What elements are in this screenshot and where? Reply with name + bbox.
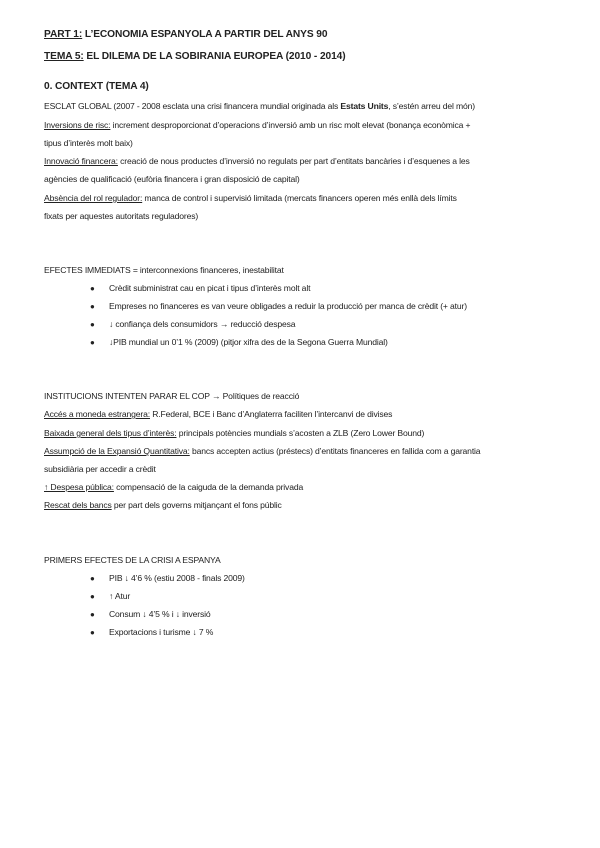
efectes-item: Crèdit subministrat cau en picat i tipus d’interès molt alt <box>109 283 311 293</box>
baixada-line <box>44 428 424 439</box>
context-heading: 0. CONTEXT (TEMA 4) <box>44 81 149 92</box>
bullet: ● <box>90 592 95 601</box>
absencia-line-2: fixats per aquestes autoritats reguladores) <box>44 211 199 221</box>
rescat-text: per part dels governs mitjançant el fons públic <box>111 500 282 510</box>
bullet: ● <box>90 610 95 619</box>
primers-item: Exportacions i turisme ↓ 7 % <box>109 627 214 637</box>
esclat-suffix: , s’estén arreu del món) <box>388 101 475 111</box>
bullet: ● <box>90 574 95 583</box>
acces-term: Accés a moneda estrangera: <box>44 409 150 419</box>
baixada-term: Baixada general dels tipus d’interès: <box>44 428 177 438</box>
efectes-heading: EFECTES IMMEDIATS = interconnexions financeres, inestabilitat <box>44 265 284 275</box>
efectes-item: ↓PIB mundial un 0’1 % (2009) (pitjor xifra des de la Segona Guerra Mundial) <box>109 337 388 347</box>
assumpcio-line-1 <box>44 446 480 457</box>
institucions-heading: INSTITUCIONS INTENTEN PARAR EL COP → Polítiques de reacció <box>44 391 300 401</box>
tema-title: EL DILEMA DE LA SOBIRANIA EUROPEA (2010 - 2014) <box>83 51 346 62</box>
inversions-line-2: tipus d’interès molt baix) <box>44 138 133 148</box>
absencia-text: manca de control i supervisió limitada (mercats financers operen més enllà dels límits <box>142 193 457 203</box>
bullet: ● <box>90 628 95 637</box>
bullet: ● <box>90 320 95 329</box>
tema-heading <box>44 51 346 62</box>
efectes-item: ↓ confiança dels consumidors → reducció despesa <box>109 319 296 329</box>
inversions-line-1 <box>44 120 470 131</box>
bullet: ● <box>90 302 95 311</box>
innovacio-line-2: agències de qualificació (eufòria financera i gran disposició de capital) <box>44 174 300 184</box>
rescat-term: Rescat dels bancs <box>44 500 112 510</box>
bullet: ● <box>90 284 95 293</box>
acces-text: R.Federal, BCE i Banc d’Anglaterra faciliten l’intercanvi de divises <box>149 409 393 419</box>
tema-label: TEMA 5: <box>44 51 84 62</box>
rescat-line <box>44 500 282 511</box>
primers-item: PIB ↓ 4’6 % (estiu 2008 - finals 2009) <box>109 573 245 583</box>
assumpcio-line-2: subsidiària per accedir a crèdit <box>44 464 156 474</box>
despesa-line <box>44 482 303 493</box>
innovacio-line-1 <box>44 156 470 167</box>
esclat-prefix: ESCLAT GLOBAL (2007 - 2008 esclata una crisi financera mundial originada als <box>44 101 341 111</box>
esclat-line <box>44 101 475 112</box>
acces-line <box>44 409 392 420</box>
innovacio-text: creació de nous productes d’inversió no regulats per part d’entitats bancàries i d’esquenes a les <box>117 156 470 166</box>
innovacio-term: Innovació financera: <box>44 156 118 166</box>
part-label: PART 1: <box>44 29 83 40</box>
primers-item: ↑ Atur <box>109 591 131 601</box>
part-heading <box>44 29 327 40</box>
esclat-bold: Estats Units <box>340 101 389 111</box>
efectes-item: Empreses no financeres es van veure obligades a reduir la producció per manca de crèdit (+ atur) <box>109 301 467 311</box>
absencia-term: Absència del rol regulador: <box>44 193 143 203</box>
part-title: L’ECONOMIA ESPANYOLA A PARTIR DEL ANYS 90 <box>82 29 328 40</box>
primers-item: Consum ↓ 4’5 % i ↓ inversió <box>109 609 211 619</box>
baixada-text: principals potències mundials s’acosten a ZLB (Zero Lower Bound) <box>176 428 425 438</box>
primers-heading: PRIMERS EFECTES DE LA CRISI A ESPANYA <box>44 555 221 565</box>
bullet: ● <box>90 338 95 347</box>
assumpcio-text: bancs accepten actius (préstecs) d’entitats financeres en fallida com a garantia <box>189 446 481 456</box>
inversions-text: increment desproporcionat d’operacions d’inversió amb un risc molt elevat (bonança econòmica + <box>110 120 471 130</box>
absencia-line-1 <box>44 193 457 204</box>
despesa-term: ↑ Despesa pública: <box>44 482 114 492</box>
assumpcio-term: Assumpció de la Expansió Quantitativa: <box>44 446 190 456</box>
despesa-text: compensació de la caiguda de la demanda privada <box>113 482 304 492</box>
inversions-term: Inversions de risc: <box>44 120 111 130</box>
